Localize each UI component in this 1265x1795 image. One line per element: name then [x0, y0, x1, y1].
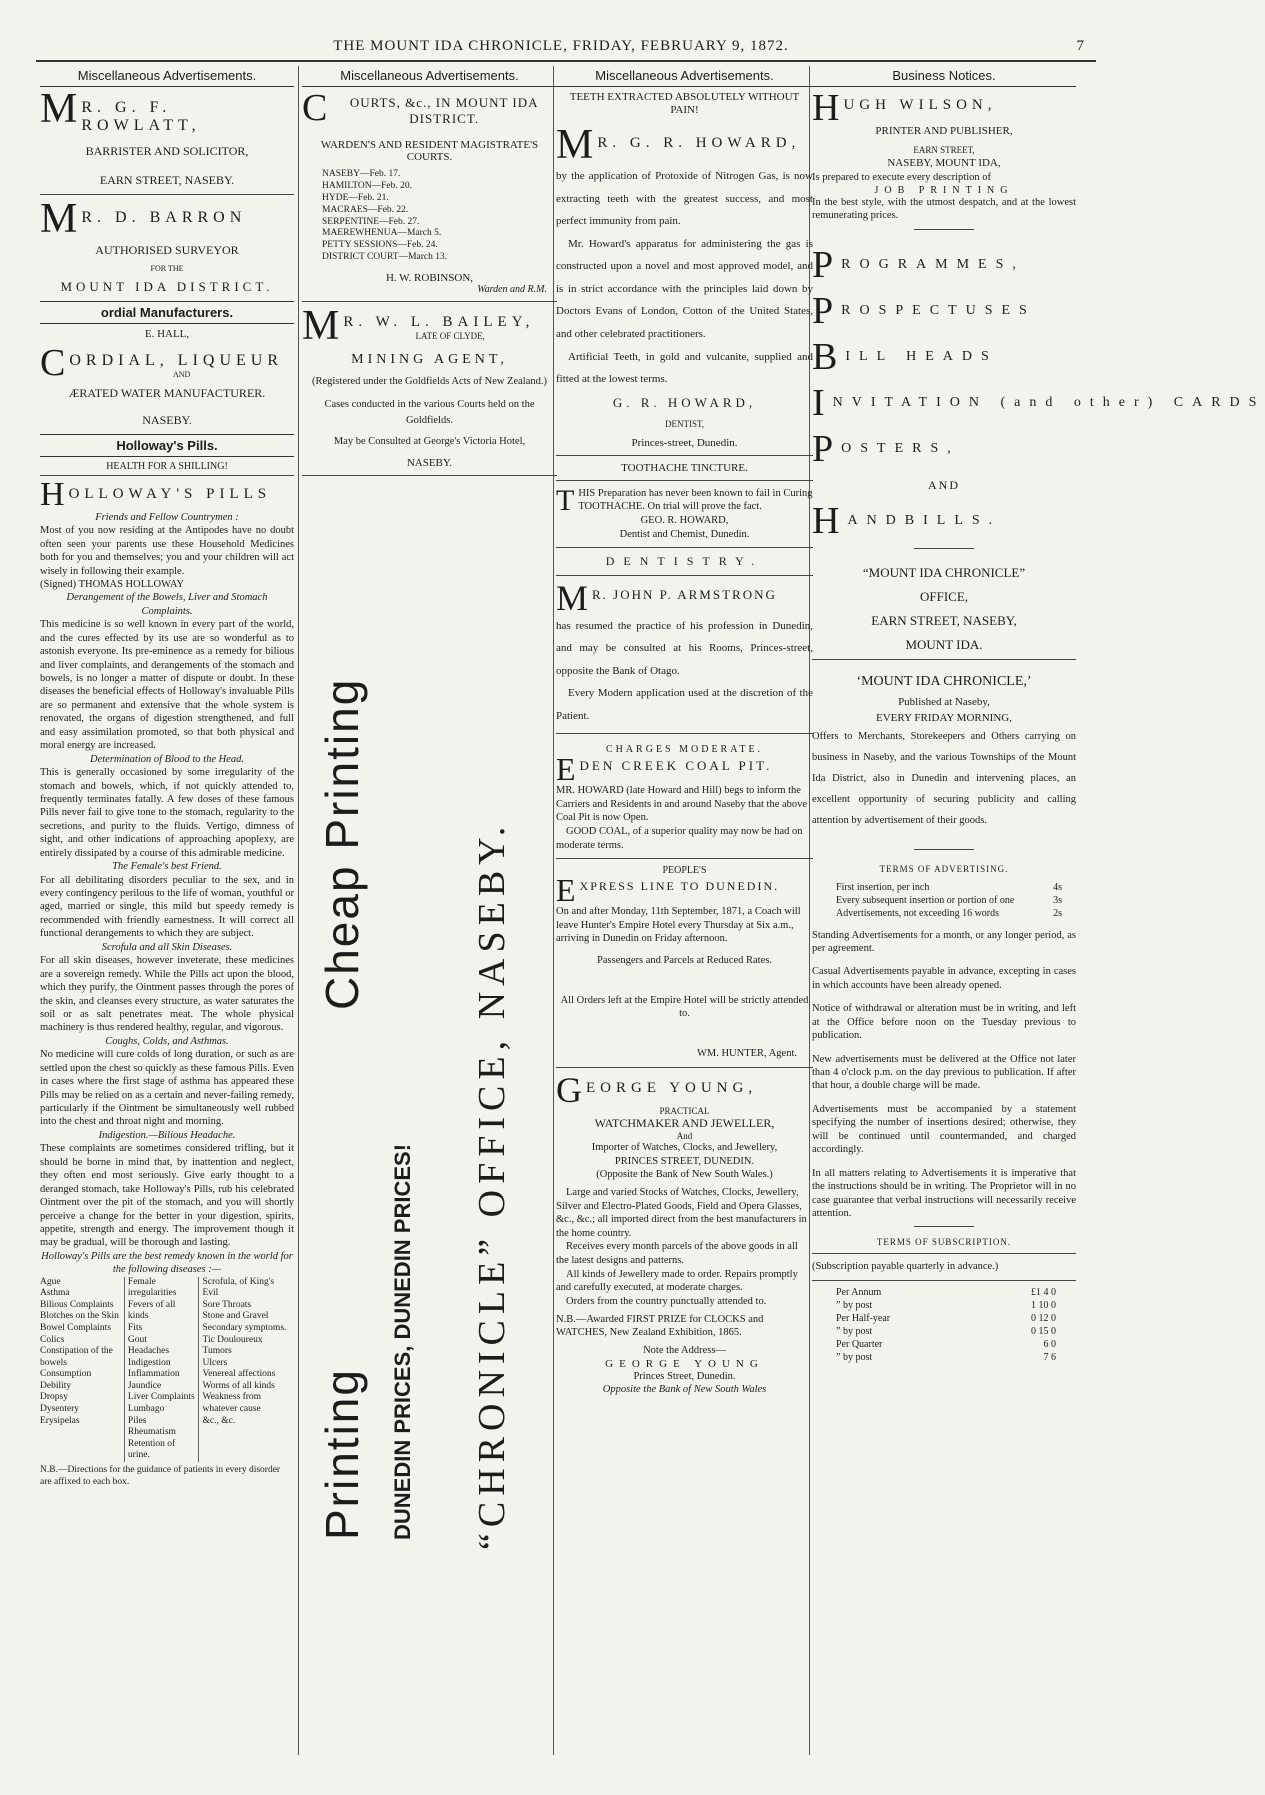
divider	[556, 480, 813, 481]
rate-label: ” by post	[836, 1325, 873, 1337]
rate-row	[836, 1300, 1056, 1311]
list-item: Consumption	[40, 1369, 92, 1380]
list-item: Sore Throats	[202, 1299, 252, 1310]
product-initial: P	[812, 427, 834, 470]
list-item: Piles	[127, 1415, 147, 1426]
list-item: DISTRICT COURT—March 13.	[322, 252, 448, 263]
list-item: Fevers of all kinds	[127, 1299, 176, 1322]
list-item: Scrofula, of King's Evil	[202, 1276, 275, 1299]
product-name: NVITATION (and other) CARDS	[832, 394, 1265, 410]
list-item: Headaches	[127, 1346, 170, 1357]
list-item: MACRAES—Feb. 22.	[322, 204, 409, 215]
list-item: Fits	[127, 1323, 143, 1334]
list-item: Gout	[127, 1334, 147, 1345]
divider	[914, 229, 974, 230]
bailey-ad: M R. W. L. BAILEY, LATE OF CLYDE, MINING AGENT, (Registered under the Goldfields Acts of New Zealand.) Cases conducted in the various Courts held on the Goldfields. May be Consulted at George's Victoria Hotel, NASEBY.	[302, 303, 547, 470]
product-initial: I	[812, 381, 825, 424]
product-initial: P	[812, 243, 834, 286]
list-item: MAEREWHENUA—March 5.	[322, 228, 442, 239]
rate-price: 6 0	[1043, 1338, 1056, 1350]
ailments-column	[199, 1277, 294, 1462]
product-initial: B	[812, 335, 838, 378]
barron-ad: M R. D. BARRON AUTHORISED SURVEYOR FOR THE MOUNT IDA DISTRICT.	[40, 196, 274, 294]
divider	[40, 194, 294, 195]
rate-row	[836, 1313, 1056, 1324]
list-item: Jaundice	[127, 1380, 162, 1391]
hall-ad: E. HALL, C ORDIAL, LIQUEUR AND ÆRATED WATER MANUFACTURER. NASEBY.	[40, 327, 284, 428]
list-item: Erysipelas	[40, 1415, 80, 1426]
column-header: Business Notices.	[812, 66, 1076, 87]
rate-label: Advertisements, not exceeding 16 words	[836, 907, 1000, 919]
divider	[556, 858, 813, 859]
rate-price: 3s	[1053, 894, 1062, 906]
vertical-printing: Printing	[316, 1368, 368, 1540]
product-line	[812, 476, 1076, 494]
advertising-rates	[836, 882, 1062, 919]
product-name: ANDBILLS.	[847, 512, 1002, 528]
list-item: Constipation of the bowels	[40, 1346, 113, 1368]
rate-price: 1 10 0	[1031, 1299, 1056, 1311]
list-item: Bowel Complaints	[40, 1323, 111, 1334]
rate-price: 0 15 0	[1031, 1325, 1056, 1337]
column-divider	[298, 66, 299, 1755]
column-header: Miscellaneous Advertisements.	[40, 66, 294, 87]
ailments-table	[40, 1277, 294, 1462]
list-item: Liver Complaints	[127, 1392, 195, 1403]
subscription-rates	[836, 1287, 1056, 1363]
divider	[556, 1067, 813, 1068]
product-initial: H	[812, 499, 840, 542]
ailments-column	[40, 1277, 124, 1462]
list-item: &c., &c.	[202, 1415, 236, 1426]
product-name: ILL HEADS	[845, 348, 998, 364]
column-1	[40, 66, 294, 1755]
divider	[556, 575, 813, 576]
list-item: Tumors	[202, 1346, 232, 1357]
list-item: Indigestion	[127, 1357, 171, 1368]
list-item: Dropsy	[40, 1392, 68, 1403]
rate-price: 0 12 0	[1031, 1312, 1056, 1324]
rate-row	[836, 895, 1062, 906]
divider	[812, 1253, 1076, 1254]
product-initial: P	[812, 289, 834, 332]
list-item: HAMILTON—Feb. 20.	[322, 180, 412, 191]
list-item: Retention of urine.	[127, 1438, 176, 1461]
court-dates-list	[322, 169, 557, 264]
list-item: Dysentery	[40, 1404, 80, 1415]
rate-price: 7 6	[1043, 1351, 1056, 1363]
column-header: Miscellaneous Advertisements.	[302, 66, 557, 87]
divider	[302, 301, 557, 302]
masthead-title: THE MOUNT IDA CHRONICLE, FRIDAY, FEBRUARY 9, 1872.	[333, 38, 789, 54]
list-item: Stone and Gravel	[202, 1311, 269, 1322]
rate-label: Per Half-year	[836, 1312, 891, 1324]
column-header: Miscellaneous Advertisements.	[556, 66, 813, 87]
rate-label: Per Quarter	[836, 1338, 883, 1350]
rate-label: ” by post	[836, 1351, 873, 1363]
vertical-chronicle-office: “CHRONICLE” OFFICE, NASEBY.	[471, 820, 513, 1550]
list-item: Rheumatism	[127, 1427, 176, 1438]
list-item: HYDE—Feb. 21.	[322, 192, 389, 203]
product-name: ROSPECTUSES	[841, 302, 1036, 318]
rate-label: First insertion, per inch	[836, 881, 930, 893]
list-item: Ulcers	[202, 1357, 228, 1368]
divider	[914, 1226, 974, 1227]
product-line	[812, 335, 1076, 378]
page-number: 7	[1076, 38, 1084, 54]
holloway-header: Holloway's Pills.	[40, 434, 294, 457]
rate-price: £1 4 0	[1031, 1286, 1056, 1298]
list-item: Inflammation	[127, 1369, 180, 1380]
divider	[556, 733, 813, 734]
vertical-dunedin-prices: DUNEDIN PRICES, DUNEDIN PRICES!	[390, 1143, 415, 1540]
product-line	[812, 289, 1076, 332]
rate-price: 4s	[1053, 881, 1062, 893]
divider	[302, 475, 557, 476]
list-item: Secondary symptoms.	[202, 1323, 287, 1334]
product-line	[812, 381, 1265, 424]
divider	[556, 455, 813, 456]
printing-products-list	[812, 243, 1265, 542]
divider	[556, 547, 813, 548]
masthead-rule	[36, 60, 1096, 62]
rate-price: 2s	[1053, 907, 1062, 919]
rate-row	[836, 1352, 1056, 1363]
rate-row	[836, 1339, 1056, 1350]
product-name: ROGRAMMES,	[841, 256, 1025, 272]
product-line	[812, 243, 1076, 286]
courts-ad: C OURTS, &c., IN MOUNT IDA DISTRICT. WARDEN'S AND RESIDENT MAGISTRATE'S COURTS. NASEBY—Feb. 17. HAMILTON—Feb. 20. HYDE—Feb. 21. MACRAES—Feb. 22. SERPENTINE—Feb. 27. MAEREWHENUA—March 5. PETTY SESSIONS—Feb. 24. DISTRICT COURT—March 13. H. W. ROBINSON, Warden and R.M.	[302, 91, 557, 295]
teeth-title: TEETH EXTRACTED ABSOLUTELY WITHOUT PAIN!	[569, 91, 800, 117]
list-item: Debility	[40, 1380, 72, 1391]
rate-row	[836, 1287, 1056, 1298]
list-item: Venereal affections	[202, 1369, 276, 1380]
cheap-printing-ad	[300, 510, 558, 1760]
ailments-column	[124, 1277, 199, 1462]
list-item: SERPENTINE—Feb. 27.	[322, 216, 420, 227]
divider	[812, 659, 1076, 660]
list-item: Female irregularities	[127, 1276, 177, 1299]
rate-label: ” by post	[836, 1299, 873, 1311]
list-item: Asthma	[40, 1288, 70, 1299]
vertical-cheap-printing: Cheap Printing	[316, 677, 368, 1010]
divider	[914, 548, 974, 549]
list-item: Lumbago	[127, 1404, 165, 1415]
divider	[812, 1280, 1076, 1281]
product-line	[812, 427, 1076, 470]
product-name: AND	[928, 477, 960, 492]
rate-row	[836, 908, 1062, 919]
list-item: NASEBY—Feb. 17.	[322, 169, 401, 179]
rate-row	[836, 882, 1062, 893]
list-item: Colics	[40, 1334, 65, 1345]
column-3: Miscellaneous Advertisements. TEETH EXTRACTED ABSOLUTELY WITHOUT PAIN! M R. G. R. HOWARD, by the application of Protoxide of Nitrogen Gas, is now extracting teeth with the greatest success, and most perfect immunity from pain. Mr. Howard's apparatus for administering the gas is constructed upon a novel and most approved model, and is in strict accordance with the principles laid down by Doctors Evans of London, Cotton of the United States, and other celebrated practitioners. Artificial Teeth, in gold and vulcanite, supplied and fitted at the lowest terms. G. R. HOWARD, DENTIST, Princes-street, Dunedin. TOOTHACHE TINCTURE. T HIS Preparation has never been known to fail in Curing TOOTHACHE. On trial will prove the fact. GEO. R. HOWARD, Dentist and Chemist, Dunedin. DENTISTRY. M R. JOHN P. ARMSTRONG has resumed the practice of his profession in Dunedin, and may be consulted at his Rooms, Princes-street, opposite the Bank of Otago. Every Modern application used at the discretion of the Patient. CHARGES MODERATE. E DEN CREEK COAL PIT. MR. HOWARD (late Howard and Hill) begs to inform the Carriers and Residents in and around Naseby that the above Coal Pit is now Open. GOOD COAL, of a superior quality may now be had on moderate terms. PEOPLE'S E XPRESS LINE TO DUNEDIN. On and after Monday, 11th September, 1871, a Coach will leave Hunter's Empire Hotel every Thursday at Six a.m., arriving in Dunedin on Friday afternoon. Passengers and Parcels at Reduced Rates. All Orders left at the Empire Hotel will be strictly attended to. WM. HUNTER, Agent. G EORGE YOUNG, PRACTICAL WATCHMAKER AND JEWELLER, And Importer of Watches, Clocks, and Jewellery, PRINCES STREET, DUNEDIN. (Opposite the Bank of New South Wales.) Large and varied Stocks of Watches, Clocks, Jewellery, Silver and Electro-Plated Goods, Field and Opera Glasses, &c., &c.; all imported direct from the best manufacturers in the home country. Receives every month parcels of the above goods in all the latest designs and patterns. All kinds of Jewellery made to order. Repairs promptly and carefully executed, at moderate charges. Orders from the country punctually attended to. N.B.—Awarded FIRST PRIZE for CLOCKS and WATCHES, New Zealand Exhibition, 1865. Note the Address— GEORGE YOUNG Princes Street, Dunedin. Opposite the Bank of New South Wales	[556, 68, 813, 1396]
holloway-ad: HEALTH FOR A SHILLING! H OLLOWAY'S PILLS Friends and Fellow Countrymen : Most of you now residing at the Antipodes have no doubt often seen your parents use these Household Medicines both for you and themselves; you and your children will act wisely in following their example. (Signed) THOMAS HOLLOWAY Derangement of the Bowels, Liver and Stomach Complaints. This medicine is so well known in every part of the world, and the cures effected by its use are so wonderful as to astonish everyone. Its pre-eminence as a remedy for bilious and liver complaints, and derangements of the stomach and bowels, is no longer a matter of dispute or doubt. In these diseases the beneficial effects of Holloway's invaluable Pills are so permanent and extensive that the whole system is renovated, the organs of digestion strengthened, and full and easy assimilation promoted, so that both physical and moral energy are increased. Determination of Blood to the Head. This is generally occasioned by some irregularity of the stomach and bowels, which, if not quickly attended to, frequently terminates fatally. A few doses of these famous Pills never fail to give tone to the stomach, regularity to the secretions, and purity to the fluids. Vertigo, dimness of sight, and other indications of approaching apoplexy, are entirely dissipated by a course of this admirable medicine. The Female's best Friend. For all debilitating disorders peculiar to the sex, and in every contingency perilous to the life of woman, youthful or aged, married or single, this mild but speedy remedy is recommended with friendly earnestness. It will correct all functional derangements to which they are subject. Scrofula and all Skin Diseases. For all skin diseases, however inveterate, these medicines are a sovereign remedy. While the Pills act upon the blood, which they purify, the Ointment passes through the pores of the skin, and cleanses every structure, as water saturates the soil or as salt penetrates meat. The whole physical machinery is thus rendered healthy, regular, and vigorous. Coughs, Colds, and Asthmas. No medicine will cure colds of long duration, or such as are settled upon the chest so quickly as these famous Pills. Even in cases where the first stage of asthma has appeared these Pills may be relied on as a certain and never-failing remedy, particularly if the Ointment be simultaneously well rubbed into the chest and throat night and morning. Indigestion.—Bilious Headache. These complaints are sometimes considered trifling, but it should be borne in mind that, by inattention and neglect, they often end most seriously. Give early thought to a deranged stomach, take Holloway's Pills, rub his celebrated Ointment over the pit of the stomach, and you will shortly perceive a change for the better in your digestion, spirits, appetite, strength and energy. The improvement though it may be gradual, will be thorough and lasting. Holloway's Pills are the best remedy known in the world for the following diseases :— Ague Asthma Bilious Complaints Blotches on the Skin Bowel Complaints Colics Constipation of the bowels Consumption Debility Dropsy Dysentery Erysipelas Female irregularities Fevers of all kinds Fits Gout Headaches Indigestion Inflammation Jaundice Liver Complaints Lumbago Piles Rheumatism Retention of urine. Scrofula, of King's Evil Sore Throats Stone and Gravel Secondary symptoms. Tic Douloureux Tumors Ulcers Venereal affections Worms of all kinds Weakness from whatever cause &c., &c. N.B.—Directions for the guidance of patients in every disorder are affixed to each box.	[40, 461, 294, 1487]
cordial-header: ordial Manufacturers.	[40, 301, 294, 324]
list-item: Worms of all kinds	[202, 1380, 275, 1391]
product-name: OSTERS,	[841, 440, 960, 456]
rowlatt-ad: M R. G. F. ROWLATT, BARRISTER AND SOLICITOR, EARN STREET, NASEBY.	[40, 86, 249, 188]
divider	[914, 849, 974, 850]
rate-label: Per Annum	[836, 1286, 882, 1298]
list-item: Bilious Complaints	[40, 1299, 114, 1310]
column-4: Business Notices. H UGH WILSON, PRINTER AND PUBLISHER, EARN STREET, NASEBY, MOUNT IDA, Is prepared to execute every description of JOB PRINTING In the best style, with the utmost despatch, and at the lowest remunerating prices. PROGRAMMES, PROSPECTUSES BILL HEADS INVITATION (and other) CARDS POSTERS, AND HANDBILLS. “MOUNT IDA CHRONICLE” OFFICE, EARN STREET, NASEBY, MOUNT IDA. ‘MOUNT IDA CHRONICLE,’ Published at Naseby, EVERY FRIDAY MORNING, Offers to Merchants, Storekeepers and Others carrying on business in Naseby, and the various Townships of the Mount Ida District, also in Dunedin and intervening places, an excellent opportunity of securing publicity and calling attention by advertisement of their goods. TERMS OF ADVERTISING. First insertion, per inch 4s Every subsequent insertion or portion of one 3s Advertisements, not exceeding 16 words 2s Standing Advertisements for a month, or any longer period, as per agreement. Casual Advertisements payable in advance, excepting in cases in which accounts have been already opened. Notice of withdrawal or alteration must be in writing, and left at the Office before noon on the Tuesday previous to publication. New advertisements must be delivered at the Office not later than 4 o'clock p.m. on the day previous to publication. If after that hour, a double charge will be made. Advertisements must be accompanied by a statement specifying the number of insertions desired; otherwise, they will be continued until countermanded, and charged accordingly. In all matters relating to Advertisements it is imperative that the instructions should be in writing. The Proprietor will in no case guarantee that verbal instructions will necessarily receive attention. TERMS OF SUBSCRIPTION. (Subscription payable quarterly in advance.) Per Annum £1 4 0 ” by post 1 10 0 Per Half-year 0 12 0 ” by post 0 15 0 Per Quarter 6 0 ” by post 7 6	[812, 68, 1265, 1363]
rate-row	[836, 1326, 1056, 1337]
list-item: Tic Douloureux	[202, 1334, 263, 1345]
rate-label: Every subsequent insertion or portion of one	[836, 894, 1015, 906]
list-item: Ague	[40, 1276, 61, 1287]
product-line	[812, 499, 1076, 542]
list-item: Weakness from whatever cause	[202, 1392, 262, 1415]
list-item: PETTY SESSIONS—Feb. 24.	[322, 240, 438, 251]
list-item: Blotches on the Skin	[40, 1311, 119, 1322]
